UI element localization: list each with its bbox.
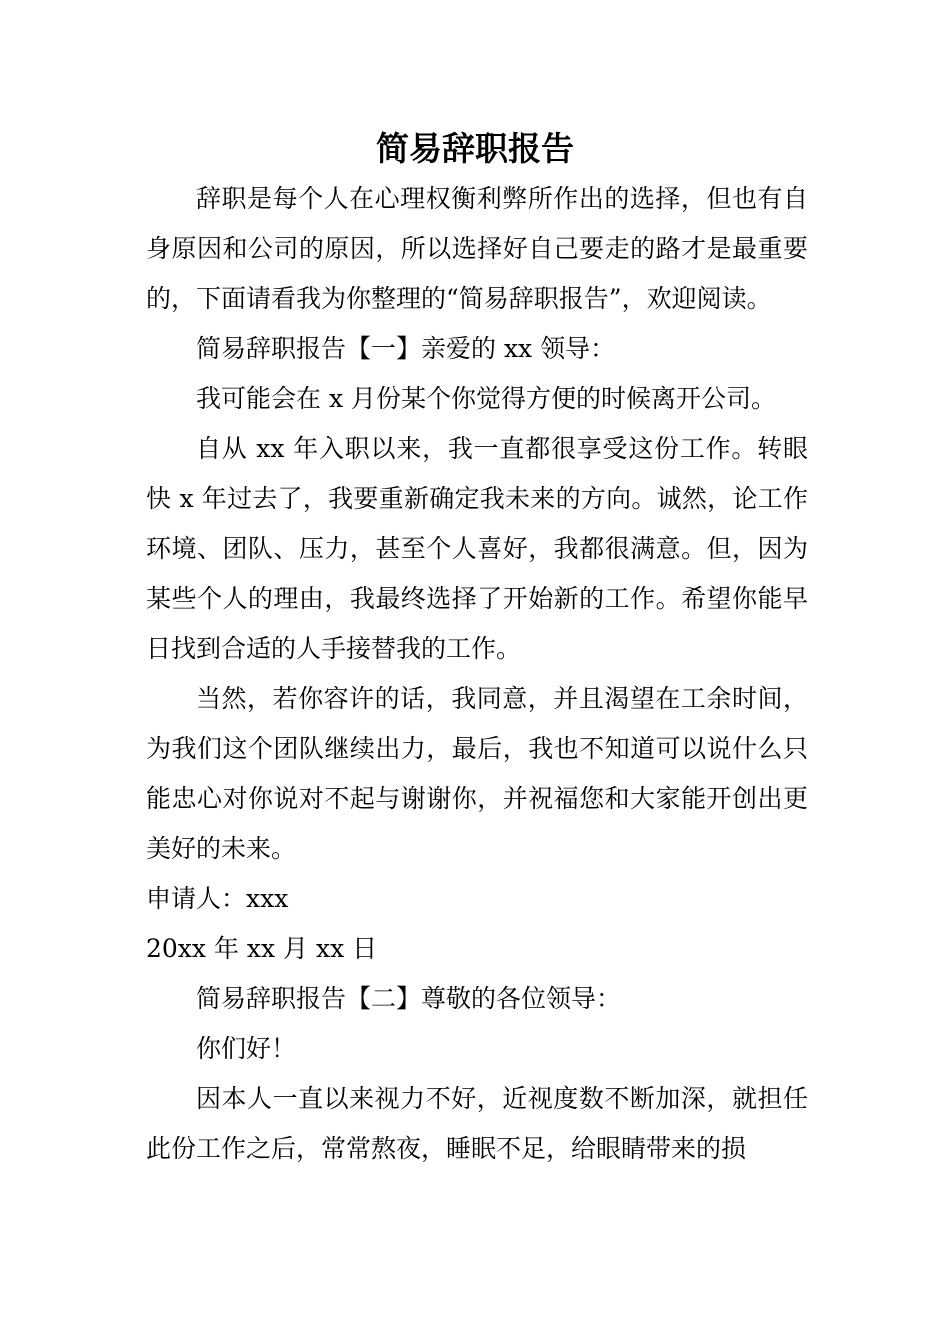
date-line: 20xx 年 xx 月 xx 日: [146, 934, 378, 963]
document-title: 简易辞职报告: [376, 129, 574, 168]
intro-paragraph: 辞职是每个人在心理权衡利弊所作出的选择，但也有自身原因和公司的原因，所以选择好自己要走的路才是最重要的，下面请看我为你整理的“简易辞职报告”，欢迎阅读。: [146, 184, 808, 313]
report-two-paragraph-1: 因本人一直以来视力不好，近视度数不断加深，就担任此份工作之后，常常熬夜，睡眠不足，给眼睛带来的损: [146, 1084, 808, 1163]
report-one-heading: 简易辞职报告【一】亲爱的 xx 领导：: [196, 334, 616, 363]
report-one-paragraph-1: 我可能会在 x 月份某个你觉得方便的时候离开公司。: [196, 384, 776, 413]
report-one-paragraph-2: 自从 xx 年入职以来，我一直都很享受这份工作。转眼快 x 年过去了，我要重新确定我未来的方向。诚然，论工作环境、团队、压力，甚至个人喜好，我都很满意。但，因为某些个人的理由，我最终选择了开始新的工作。希望你能早日找到合适的人手接替我的工作。: [146, 434, 808, 663]
report-two-heading: 简易辞职报告【二】尊敬的各位领导：: [196, 984, 622, 1013]
report-one-paragraph-3: 当然，若你容许的话，我同意，并且渴望在工余时间，为我们这个团队继续出力，最后，我也不知道可以说什么只能忠心对你说对不起与谢谢你，并祝福您和大家能开创出更美好的未来。: [146, 684, 808, 863]
applicant-line: 申请人：xxx: [146, 884, 289, 913]
document-body: [146, 174, 808, 1174]
report-two-greeting: 你们好！: [196, 1034, 297, 1063]
